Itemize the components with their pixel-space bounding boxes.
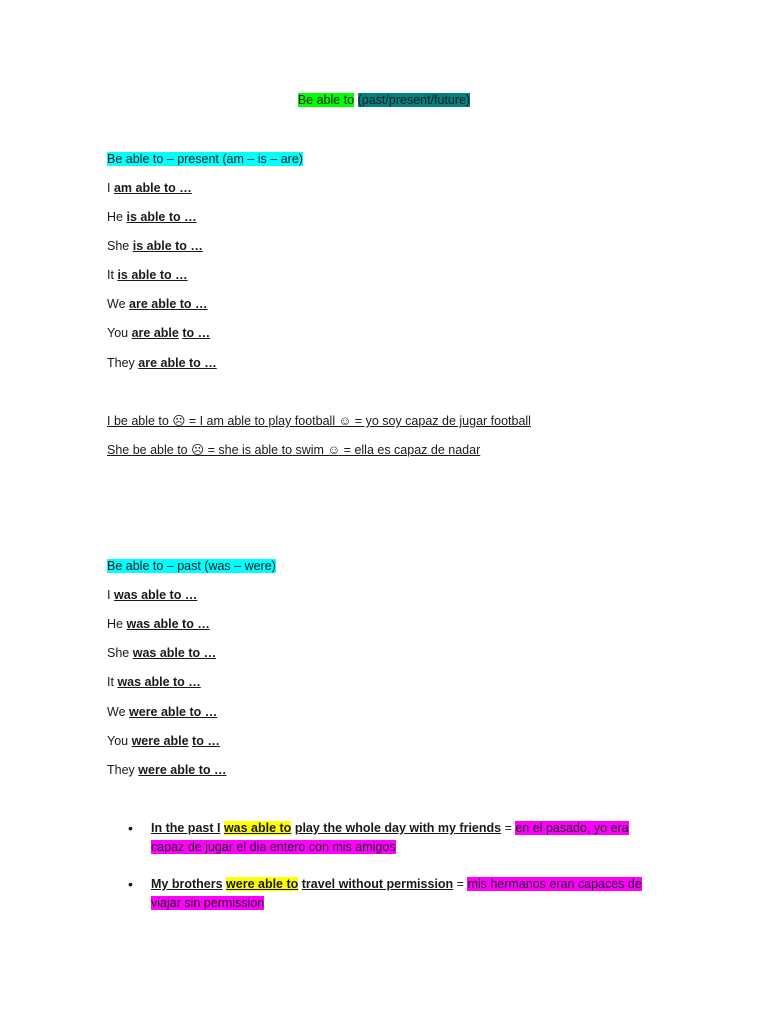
bullet-translation: mis hermanos eran capaces de viajar sin permission — [151, 877, 642, 910]
bullet-dot-icon: • — [128, 876, 133, 892]
past-row — [107, 704, 217, 720]
subject: You — [107, 734, 129, 748]
present-heading-text: Be able to – present (am – is – are) — [107, 152, 303, 166]
bullet-highlight: were able to — [226, 877, 299, 891]
verb-phrase: was able to … — [117, 675, 201, 689]
verb-phrase: were able to … — [129, 705, 218, 719]
present-row — [107, 238, 203, 254]
subject: She — [107, 239, 130, 253]
verb-phrase: are able — [131, 326, 179, 340]
bullet-pre: In the past I — [151, 821, 221, 835]
present-heading — [107, 151, 303, 167]
verb-phrase: was able to … — [126, 617, 210, 631]
subject: I — [107, 588, 111, 602]
present-example: I be able to ☹ = I am able to play football ☺ = yo soy capaz de jugar football — [107, 414, 531, 428]
bullet-dot-icon: • — [128, 820, 133, 836]
verb-phrase: are able to … — [138, 356, 217, 370]
past-row — [107, 616, 210, 632]
subject: They — [107, 356, 135, 370]
verb-phrase: was able to … — [113, 588, 198, 602]
bullet-equals: = — [453, 877, 468, 891]
bullet-post: travel without permission — [301, 877, 454, 891]
title-highlight-green: Be able to — [297, 93, 355, 107]
subject: He — [107, 617, 123, 631]
bullet-translation: en el pasado, yo era capaz de jugar el dia entero con mis amigos — [151, 821, 629, 854]
past-row — [107, 587, 197, 603]
bullet-item — [128, 819, 658, 856]
subject: He — [107, 210, 123, 224]
past-heading — [107, 558, 276, 574]
subject: It — [107, 675, 114, 689]
verb-phrase: were able — [131, 734, 189, 748]
bullet-highlight: was able to — [223, 821, 292, 835]
past-row — [107, 733, 220, 749]
verb-phrase: is able to … — [117, 268, 188, 282]
past-row — [107, 645, 216, 661]
title-highlight-teal: (past/present/future) — [357, 93, 471, 107]
present-row — [107, 296, 208, 312]
present-row — [107, 209, 197, 225]
verb-phrase: am able to … — [113, 181, 192, 195]
subject: We — [107, 705, 126, 719]
past-row — [107, 674, 201, 690]
verb-phrase-tail: to … — [182, 326, 211, 340]
present-example: She be able to ☹ = she is able to swim ☺ = ella es capaz de nadar — [107, 443, 481, 457]
present-row — [107, 180, 192, 196]
present-row — [107, 355, 217, 371]
bullet-text — [151, 875, 658, 912]
past-row — [107, 762, 227, 778]
subject: It — [107, 268, 114, 282]
page-title — [0, 92, 768, 108]
verb-phrase: is able to … — [126, 210, 197, 224]
subject: We — [107, 297, 126, 311]
subject: I — [107, 181, 111, 195]
verb-phrase: were able to … — [138, 763, 227, 777]
subject: You — [107, 326, 129, 340]
subject: They — [107, 763, 135, 777]
verb-phrase: are able to … — [129, 297, 208, 311]
present-row — [107, 267, 188, 283]
bullet-post: play the whole day with my friends — [294, 821, 502, 835]
present-row — [107, 325, 210, 341]
bullet-equals: = — [501, 821, 516, 835]
subject: She — [107, 646, 130, 660]
verb-phrase: was able to … — [132, 646, 217, 660]
past-heading-text: Be able to – past (was – were) — [107, 559, 276, 573]
bullet-pre: My brothers — [151, 877, 223, 891]
bullet-text — [151, 819, 658, 856]
verb-phrase: is able to … — [132, 239, 203, 253]
verb-phrase-tail: to … — [192, 734, 220, 748]
bullet-item — [128, 875, 658, 912]
